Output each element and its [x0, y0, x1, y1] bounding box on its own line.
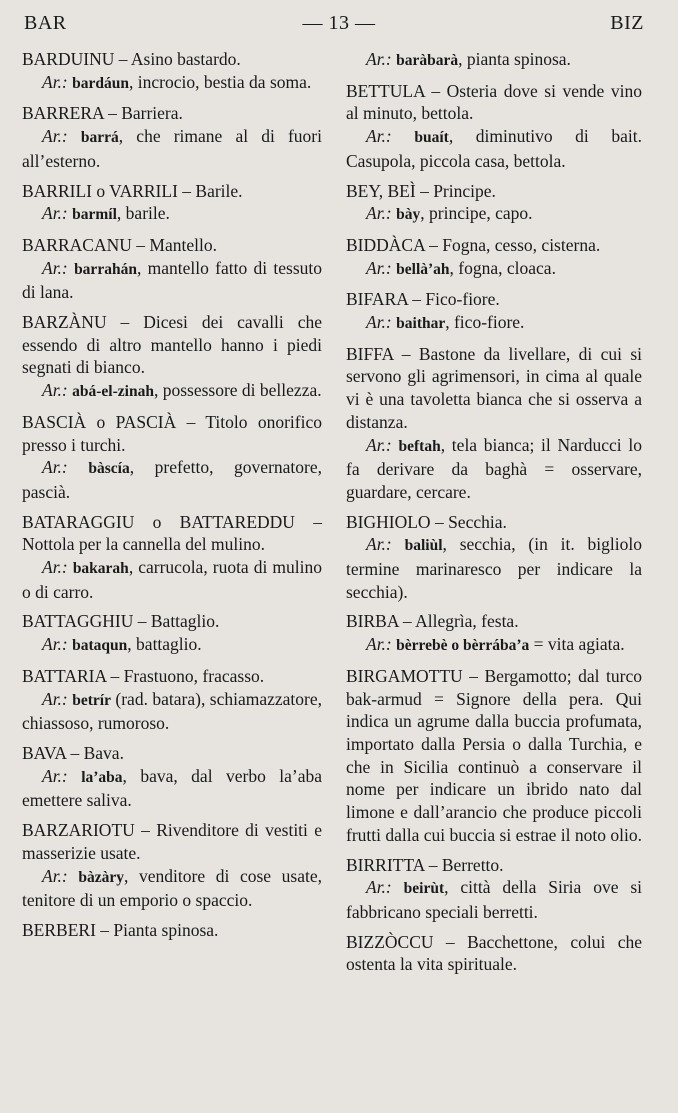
arabic-meaning: , incrocio, bestia da soma.	[129, 71, 312, 92]
arabic-meaning: , tela bianca; il Narducci lo fa derivare da baghà = osservare, guardare, cercare.	[346, 434, 642, 502]
ar-label: Ar.:	[42, 634, 68, 655]
arabic-meaning: , prefetto, governatore, pascià.	[22, 457, 322, 502]
entry-berberi	[22, 919, 322, 942]
arabic-word: barrá	[80, 129, 119, 147]
arabic-word: la’aba	[81, 768, 123, 786]
gloss: Mantello.	[149, 234, 217, 255]
separator: –	[393, 343, 419, 364]
gloss: Bacchettone, colui che ostenta la vita spirituale.	[346, 931, 643, 975]
gloss: Principe.	[433, 180, 496, 201]
gloss: Allegrìa, festa.	[415, 611, 519, 632]
gloss: Battaglio.	[150, 611, 220, 632]
separator: –	[106, 665, 124, 686]
arabic-word: abá-el-zinah	[72, 383, 154, 401]
separator: –	[433, 931, 468, 952]
arabic-meaning: (rad. batara), schiamazzatore, chiassoso, rumoroso.	[22, 688, 323, 734]
entry-biddaca	[346, 234, 642, 281]
arabic-meaning: , fogna, cloaca.	[449, 257, 556, 278]
separator: –	[177, 180, 196, 201]
page-number: — 13 —	[302, 12, 376, 34]
arabic-word: bèrrebè o bèrrába’a	[396, 637, 530, 655]
gloss: Frastuono, fracasso.	[123, 665, 265, 686]
gloss: Osteria dove si vende vino al minuto, bettola.	[346, 80, 642, 124]
entry-bettula	[346, 80, 642, 173]
entry-barduinu	[22, 48, 322, 95]
ar-label: Ar.:	[42, 203, 68, 224]
arabic-meaning: , che rimane al di fuori all’esterno.	[22, 126, 322, 171]
arabic-meaning: , bava, dal verbo la’aba emettere saliva.	[22, 765, 322, 811]
separator: –	[66, 742, 84, 763]
arabic-word: bàzàry	[78, 868, 125, 886]
arabic-word: bakarah	[72, 560, 129, 578]
arabic-word: baithar	[396, 315, 446, 333]
arabic-meaning: , città della Siria ove si fabbricano speciali berretti.	[346, 877, 643, 922]
ar-label: Ar.:	[366, 434, 392, 455]
ar-label: Ar.:	[366, 257, 392, 278]
ar-label: Ar.:	[366, 634, 392, 655]
separator: –	[424, 854, 442, 875]
ar-label: Ar.:	[42, 457, 68, 478]
arabic-word: bellà’ah	[396, 260, 450, 278]
separator: –	[134, 820, 157, 841]
entry-barzanu	[22, 311, 322, 404]
separator: –	[415, 180, 434, 201]
arabic-meaning: , pianta spinosa.	[458, 49, 571, 69]
arabic-meaning: = vita agiata.	[529, 634, 625, 655]
left-column	[22, 48, 322, 949]
entry-birritta	[346, 854, 642, 924]
ar-label: Ar.:	[366, 203, 392, 224]
arabic-word: bardáun	[72, 74, 130, 92]
entry-birgamottu	[346, 665, 642, 847]
entry-berberi-continued	[346, 48, 642, 73]
ar-label: Ar.:	[366, 126, 392, 147]
separator: –	[103, 103, 122, 124]
entry-bascia	[22, 411, 322, 504]
right-column	[346, 48, 642, 983]
gloss: Bergamotto; dal turco bak-armud = Signore della pera. Qui indica un agrume dalla buccia profumata, importato dalla Persia o dalla Turchia, e che in Sicilia continuò a conservare il nome per indicare un ibrido nato dal limone e dall’arancio che produce piccoli frutti dalla cui buccia si estrae il noto olio.	[346, 665, 642, 845]
ar-label: Ar.:	[366, 312, 392, 333]
ar-label: Ar.:	[42, 557, 68, 578]
gloss: Pianta spinosa.	[113, 919, 219, 940]
lemma: BARRILI o VARRILI	[22, 180, 178, 201]
separator: –	[131, 234, 150, 255]
gloss: Berretto.	[441, 854, 504, 875]
gloss: Bastone da livellare, di cui si servono gli agrimensori, in cima al quale vi è una tavoletta bianca che si osserva a distanza.	[346, 343, 643, 432]
separator: –	[114, 49, 131, 69]
entry-bey	[346, 180, 642, 227]
separator: –	[398, 611, 416, 632]
arabic-meaning: , mantello fatto di tessuto di lana.	[22, 257, 323, 303]
arabic-word: beftah	[398, 437, 441, 455]
arabic-meaning: , possessore di bellezza.	[153, 380, 322, 401]
arabic-meaning: , barile.	[116, 203, 170, 224]
separator: –	[430, 511, 449, 532]
arabic-meaning: , secchia, (in it. bigliolo termine marinaresco per indicare la secchia).	[346, 534, 643, 602]
lemma: BIDDÀCA	[346, 234, 425, 255]
lemma: BARRERA	[22, 103, 104, 124]
entry-biffa	[346, 343, 642, 504]
entry-bava	[22, 742, 322, 812]
lemma: BIRGAMOTTU	[346, 665, 463, 686]
arabic-word: bataqun	[72, 637, 128, 655]
lemma: BIRBA	[346, 611, 399, 632]
arabic-word: baràbarà	[396, 52, 459, 69]
lemma: BARRACANU	[22, 234, 132, 255]
ar-label: Ar.:	[42, 71, 68, 92]
arabic-meaning: , fico-fiore.	[445, 312, 525, 333]
lemma: BARZÀNU	[22, 312, 107, 333]
ar-label: Ar.:	[42, 126, 68, 147]
separator: –	[106, 312, 144, 333]
ar-label: Ar.:	[366, 877, 392, 898]
lemma: BATTARIA	[22, 665, 107, 686]
gloss: Titolo onorifico presso i turchi.	[22, 411, 323, 455]
entry-barrili	[22, 180, 322, 227]
ar-label: Ar.:	[42, 257, 68, 278]
separator: –	[424, 80, 447, 101]
arabic-meaning: , carrucola, ruota di mulino o di carro.	[22, 557, 322, 602]
ar-label: Ar.:	[42, 865, 68, 886]
lemma: BATARAGGIU o BATTAREDDU	[22, 511, 295, 532]
separator: –	[133, 611, 151, 632]
entry-battagghiu	[22, 610, 322, 657]
arabic-word: bày	[396, 206, 421, 224]
ar-label: Ar.:	[366, 534, 392, 555]
gloss: Rivenditore di vestiti e masserizie usate.	[22, 820, 323, 863]
arabic-meaning: , diminutivo di bait. Casupola, piccola casa, bettola.	[346, 126, 642, 171]
separator: –	[95, 919, 114, 940]
lemma: BAVA	[22, 742, 67, 763]
separator: –	[407, 289, 426, 310]
lemma: BARDUINU	[22, 49, 115, 69]
lemma: BIFARA	[346, 289, 408, 310]
gloss: Fogna, cesso, cisterna.	[442, 234, 601, 255]
lemma: BETTULA	[346, 80, 425, 101]
entry-battaria	[22, 665, 322, 735]
ar-label: Ar.:	[42, 688, 68, 709]
lemma: BIZZÒCCU	[346, 931, 434, 952]
gloss: Barile.	[195, 180, 243, 201]
entry-birba	[346, 610, 642, 657]
lemma: BARZARIOTU	[22, 820, 135, 841]
separator: –	[424, 234, 443, 255]
lemma: BIFFA	[346, 343, 394, 364]
lemma: BIRRITTA	[346, 854, 425, 875]
gloss: Asino bastardo.	[130, 49, 241, 69]
entry-bighiolo	[346, 511, 642, 604]
gloss: Secchia.	[448, 511, 507, 532]
ar-label: Ar.:	[366, 49, 392, 69]
separator: –	[294, 511, 322, 532]
gloss: Nottola per la cannella del mulino.	[22, 534, 265, 555]
arabic-word: beirùt	[403, 880, 445, 898]
entry-barzariotu	[22, 819, 322, 912]
lemma: BATTAGGHIU	[22, 611, 134, 632]
gloss: Bava.	[83, 742, 124, 763]
arabic-word: barrahán	[74, 260, 137, 278]
arabic-word: bàscía	[88, 460, 130, 478]
entry-bizzoccu	[346, 931, 642, 976]
arabic-word: baliùl	[404, 537, 443, 555]
entry-barracanu	[22, 234, 322, 304]
arabic-word: buaít	[414, 129, 449, 147]
arabic-meaning: , venditore di cose usate, tenitore di un emporio o spaccio.	[22, 865, 322, 911]
gloss: Dicesi dei cavalli che essendo di altro mantello hanno i piedi segnati di bianco.	[22, 312, 322, 378]
lemma: BASCIÀ o PASCIÀ	[22, 411, 177, 432]
arabic-meaning: , battaglio.	[127, 634, 202, 655]
lemma: BEY, BEÌ	[346, 180, 416, 201]
arabic-meaning: , principe, capo.	[420, 203, 533, 224]
separator: –	[462, 665, 485, 686]
arabic-word: barmíl	[72, 206, 117, 224]
running-head-left: BAR	[24, 12, 67, 34]
lemma: BIGHIOLO	[346, 511, 431, 532]
ar-label: Ar.:	[42, 765, 68, 786]
running-head-right: BIZ	[610, 12, 644, 34]
gloss: Barriera.	[121, 103, 183, 124]
gloss: Fico-fiore.	[425, 289, 500, 310]
separator: –	[176, 411, 206, 432]
ar-label: Ar.:	[42, 380, 68, 401]
entry-barrera	[22, 102, 322, 172]
entry-bataraggiu	[22, 511, 322, 604]
arabic-word: betrír	[72, 691, 111, 709]
lemma: BERBERI	[22, 919, 96, 940]
entry-bifara	[346, 288, 642, 335]
